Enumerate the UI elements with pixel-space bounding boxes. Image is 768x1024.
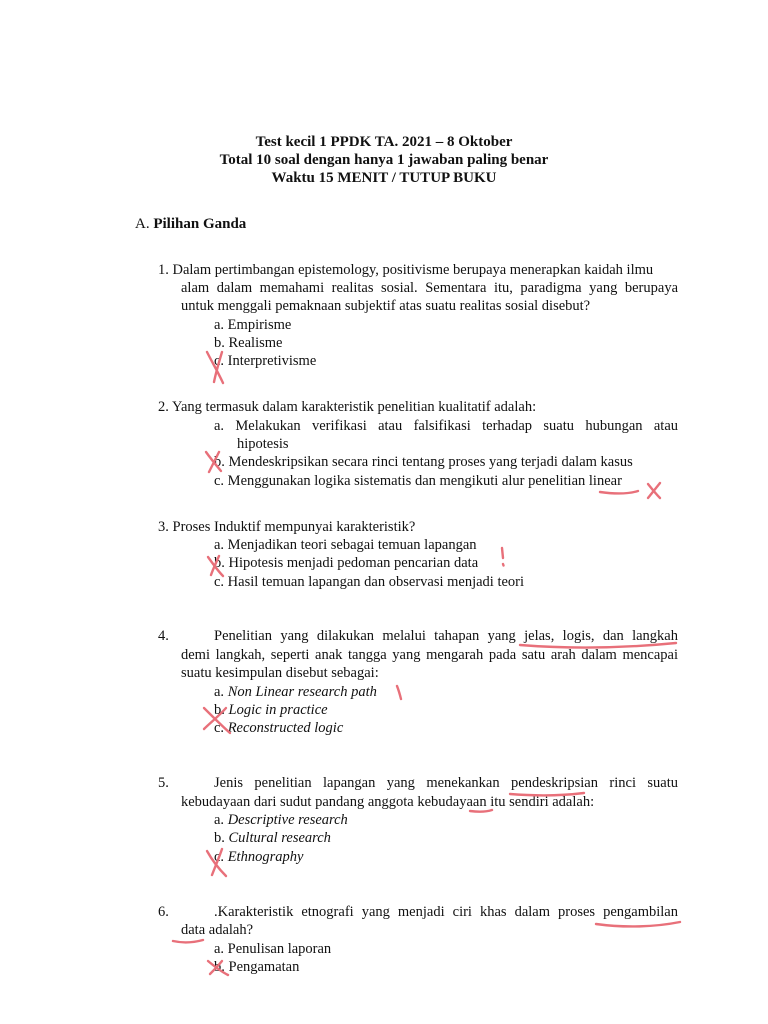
q6-underline-mark-2 bbox=[173, 940, 203, 942]
q5-option-a-letter: a. bbox=[214, 812, 228, 828]
q2-option-a-line-1: a. Melakukan verifikasi atau falsifikasi terhadap suatu hubungan atau bbox=[214, 418, 678, 434]
q5-line-2: kebudayaan dari sudut pandang anggota kebudayaan itu sendiri adalah: bbox=[181, 794, 595, 810]
q6-option-a: a. Penulisan laporan bbox=[214, 941, 332, 957]
q3-line-1: 3. Proses Induktif mempunyai karakteristik? bbox=[158, 519, 416, 535]
q4-number: 4. bbox=[158, 628, 169, 644]
header-subtitle: Total 10 soal dengan hanya 1 jawaban paling benar bbox=[219, 152, 549, 168]
q1-line-3: untuk menggali pemaknaan subjektif atas suatu realitas sosial disebut? bbox=[181, 298, 591, 314]
q6-line-1: .Karakteristik etnografi yang menjadi ciri khas dalam proses pengambilan bbox=[214, 904, 678, 920]
q4-option-b bbox=[214, 702, 328, 719]
q3-option-b: b. Hipotesis menjadi pedoman pencarian data bbox=[214, 555, 479, 571]
q4-option-a-text: Non Linear research path bbox=[227, 684, 377, 700]
q1-line-1: 1. Dalam pertimbangan epistemology, positivisme berupaya menerapkan kaidah ilmu bbox=[158, 262, 654, 278]
q1-option-b: b. Realisme bbox=[214, 335, 283, 351]
q6-number: 6. bbox=[158, 904, 169, 920]
section-title: Pilihan Ganda bbox=[153, 216, 247, 232]
q4-line-2: demi langkah, seperti anak tangga yang mengarah pada satu arah dalam mencapai bbox=[181, 647, 678, 663]
q2-option-c: c. Menggunakan logika sistematis dan mengikuti alur penelitian linear bbox=[214, 473, 622, 489]
q1-option-c: c. Interpretivisme bbox=[214, 353, 317, 369]
q5-option-b-text: Cultural research bbox=[228, 830, 331, 846]
q2-line-1: 2. Yang termasuk dalam karakteristik penelitian kualitatif adalah: bbox=[158, 399, 537, 415]
header-time: Waktu 15 MENIT / TUTUP BUKU bbox=[271, 170, 497, 186]
q3-option-c: c. Hasil temuan lapangan dan observasi menjadi teori bbox=[214, 574, 525, 590]
q4-option-c-text: Reconstructed logic bbox=[227, 720, 344, 736]
q5-line-1: Jenis penelitian lapangan yang menekankan pendeskripsian rinci suatu bbox=[214, 775, 678, 791]
q5-option-a bbox=[214, 812, 348, 829]
q6-line-2: data adalah? bbox=[181, 922, 254, 938]
q5-option-a-text: Descriptive research bbox=[227, 812, 348, 828]
q5-option-c-letter: c. bbox=[214, 849, 228, 865]
header-title: Test kecil 1 PPDK TA. 2021 – 8 Oktober bbox=[255, 134, 513, 150]
q4-option-a-letter: a. bbox=[214, 684, 228, 700]
q5-option-b bbox=[214, 830, 331, 847]
q4-option-a bbox=[214, 684, 377, 701]
q3-exclamation-mark-icon bbox=[502, 548, 504, 566]
q2-side-x-mark-icon bbox=[648, 483, 660, 498]
q2-underline-mark bbox=[600, 491, 638, 493]
section-heading bbox=[135, 216, 246, 233]
q4-line-3: suatu kesimpulan disebut sebagai: bbox=[181, 665, 379, 681]
q1-line-2: alam dalam memahami realitas sosial. Sementara itu, paradigma yang berupaya bbox=[181, 280, 678, 296]
q5-option-b-letter: b. bbox=[214, 830, 229, 846]
q2-option-b: b. Mendeskripsikan secara rinci tentang proses yang terjadi dalam kasus bbox=[214, 454, 633, 470]
q5-option-c-text: Ethnography bbox=[227, 849, 304, 865]
q6-underline-mark bbox=[596, 922, 680, 926]
q4-option-b-letter: b. bbox=[214, 702, 229, 718]
q2-option-a-line-2: hipotesis bbox=[237, 436, 289, 452]
q4-option-c bbox=[214, 720, 343, 737]
q4-option-b-text: Logic in practice bbox=[228, 702, 328, 718]
q5-option-c bbox=[214, 849, 303, 866]
q4-line-1: Penelitian yang dilakukan melalui tahapan yang jelas, logis, dan langkah bbox=[214, 628, 678, 644]
section-letter: A. bbox=[135, 216, 150, 232]
q6-option-b: b. Pengamatan bbox=[214, 959, 300, 975]
q4-option-c-letter: c. bbox=[214, 720, 228, 736]
q3-option-a: a. Menjadikan teori sebagai temuan lapangan bbox=[214, 537, 477, 553]
q5-number: 5. bbox=[158, 775, 169, 791]
q1-option-a: a. Empirisme bbox=[214, 317, 292, 333]
q4-tick-mark-icon bbox=[397, 686, 401, 699]
